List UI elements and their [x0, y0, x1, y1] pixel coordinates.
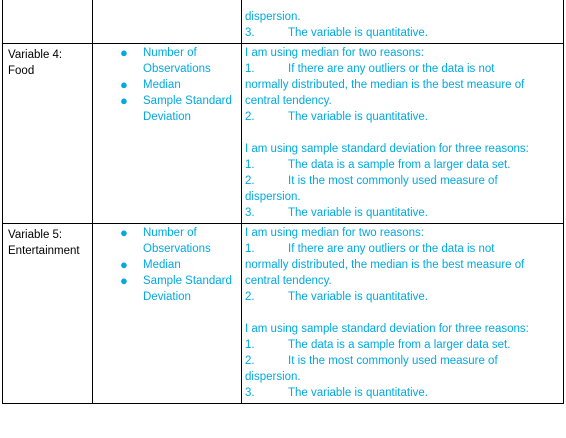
text-line: normally distributed, the median is the best measure of [245, 79, 525, 91]
item-text: If there are any outliers or the data is not [288, 63, 495, 75]
item-text: The variable is quantitative. [288, 27, 428, 39]
item-number: 2. [245, 111, 255, 123]
sd-heading: I am using sample standard deviation for three reasons: [245, 143, 529, 155]
item-text: The variable is quantitative. [288, 387, 428, 399]
list-item-text: Deviation [143, 291, 191, 303]
item-text: The variable is quantitative. [288, 207, 428, 219]
item-number: 1. [245, 63, 255, 75]
bullet-icon: ● [120, 77, 128, 92]
text-line: normally distributed, the median is the best measure of [245, 259, 525, 271]
bullet-icon: ● [120, 93, 128, 108]
numbered-line [245, 173, 561, 189]
reasons-cell [242, 0, 564, 44]
statistics-table [2, 0, 564, 404]
numbered-line [245, 157, 561, 173]
median-heading: I am using median for two reasons: [245, 47, 424, 59]
bullet-icon: ● [120, 45, 128, 60]
item-text: The variable is quantitative. [288, 291, 428, 303]
numbered-line [245, 61, 561, 77]
numbered-line [245, 241, 561, 257]
variable-label-cell [3, 224, 93, 404]
list-item-text: Median [143, 79, 181, 91]
bullet-icon: ● [120, 225, 128, 240]
statistics-list [98, 45, 237, 125]
item-text: The variable is quantitative. [288, 111, 428, 123]
text-line: central tendency. [245, 95, 332, 107]
statistics-cell [93, 224, 242, 404]
item-number: 1. [245, 243, 255, 255]
table-row-continued [3, 0, 564, 44]
item-number: 3. [245, 27, 255, 39]
item-number: 2. [245, 355, 255, 367]
statistics-list [98, 225, 237, 305]
list-item-text: Sample Standard [143, 275, 232, 287]
numbered-line [245, 109, 561, 125]
item-number: 1. [245, 159, 255, 171]
numbered-line [245, 205, 561, 221]
variable-label-cell [3, 44, 93, 224]
list-item [98, 257, 237, 273]
item-text: It is the most commonly used measure of [288, 355, 498, 367]
variable-label: Variable 5: [8, 229, 63, 241]
list-item-text: Median [143, 259, 181, 271]
variable-label: Entertainment [8, 245, 80, 257]
text-line: central tendency. [245, 275, 332, 287]
numbered-line [245, 353, 561, 369]
list-item-text: Deviation [143, 111, 191, 123]
variable-label: Food [8, 65, 35, 77]
item-text: The data is a sample from a larger data set. [288, 159, 511, 171]
list-item-text: Number of [143, 227, 197, 239]
list-item [98, 93, 237, 125]
table-row-variable-4 [3, 44, 564, 224]
list-item-text: Observations [143, 63, 211, 75]
item-text: If there are any outliers or the data is not [288, 243, 495, 255]
statistics-cell [93, 44, 242, 224]
list-item [98, 273, 237, 305]
median-heading: I am using median for two reasons: [245, 227, 424, 239]
empty-cell [3, 0, 93, 44]
item-number: 2. [245, 291, 255, 303]
item-number: 1. [245, 339, 255, 351]
item-number: 3. [245, 387, 255, 399]
table-row-variable-5 [3, 224, 564, 404]
item-text: The data is a sample from a larger data set. [288, 339, 511, 351]
item-number: 2. [245, 175, 255, 187]
bullet-icon: ● [120, 257, 128, 272]
text-line: dispersion. [245, 11, 301, 23]
variable-label: Variable 4: [8, 49, 63, 61]
item-number: 3. [245, 207, 255, 219]
list-item-text: Observations [143, 243, 211, 255]
numbered-line [245, 289, 561, 305]
empty-cell [93, 0, 242, 44]
text-line: dispersion. [245, 191, 301, 203]
text-line: dispersion. [245, 371, 301, 383]
list-item-text: Sample Standard [143, 95, 232, 107]
bullet-icon: ● [120, 273, 128, 288]
list-item [98, 45, 237, 77]
numbered-line [245, 25, 561, 41]
numbered-line [245, 337, 561, 353]
reasons-cell [242, 224, 564, 404]
list-item-text: Number of [143, 47, 197, 59]
numbered-line [245, 385, 561, 401]
list-item [98, 225, 237, 257]
list-item [98, 77, 237, 93]
reasons-cell [242, 44, 564, 224]
item-text: It is the most commonly used measure of [288, 175, 498, 187]
sd-heading: I am using sample standard deviation for three reasons: [245, 323, 529, 335]
